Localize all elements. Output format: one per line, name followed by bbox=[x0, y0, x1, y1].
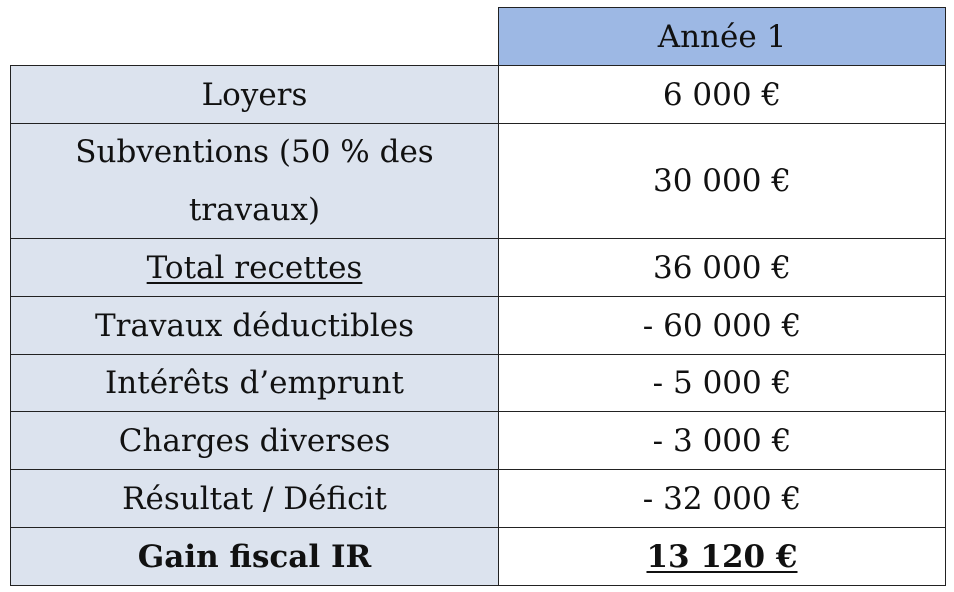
row-label-text: Subventions (50 % des travaux) bbox=[75, 134, 434, 228]
row-value-charges bbox=[498, 411, 946, 470]
row-value-loyers bbox=[498, 65, 946, 124]
row-label-text: Intérêts d’emprunt bbox=[105, 365, 404, 401]
row-label-text: Total recettes bbox=[146, 249, 363, 286]
row-value-subventions bbox=[498, 123, 946, 239]
column-header-label: Année 1 bbox=[657, 18, 787, 55]
row-value-text: 36 000 € bbox=[652, 249, 792, 286]
row-value-text: 30 000 € bbox=[652, 163, 792, 199]
row-value-text: 6 000 € bbox=[662, 76, 782, 113]
row-label-loyers bbox=[10, 65, 499, 124]
row-label-gain-fiscal bbox=[10, 527, 499, 586]
row-label-total-recettes bbox=[10, 238, 499, 297]
row-label-text: Travaux déductibles bbox=[94, 307, 415, 344]
row-label-charges bbox=[10, 411, 499, 470]
row-value-travaux bbox=[498, 296, 946, 355]
row-value-text: - 32 000 € bbox=[642, 480, 802, 517]
row-value-interets bbox=[498, 354, 946, 412]
row-label-text: Loyers bbox=[201, 76, 308, 113]
row-value-resultat bbox=[498, 469, 946, 528]
row-value-gain-fiscal bbox=[498, 527, 946, 586]
row-value-text: - 60 000 € bbox=[642, 307, 802, 344]
row-value-text: 13 120 € bbox=[646, 538, 798, 575]
row-label-resultat bbox=[10, 469, 499, 528]
row-label-text: Résultat / Déficit bbox=[122, 480, 387, 517]
column-header-year bbox=[498, 7, 946, 66]
row-label-text: Charges diverses bbox=[118, 422, 391, 459]
row-label-subventions bbox=[10, 123, 499, 239]
row-value-text: - 3 000 € bbox=[652, 422, 792, 459]
row-value-text: - 5 000 € bbox=[652, 365, 792, 401]
row-label-travaux bbox=[10, 296, 499, 355]
row-label-interets bbox=[10, 354, 499, 412]
row-value-total-recettes bbox=[498, 238, 946, 297]
row-label-text: Gain fiscal IR bbox=[137, 538, 372, 575]
